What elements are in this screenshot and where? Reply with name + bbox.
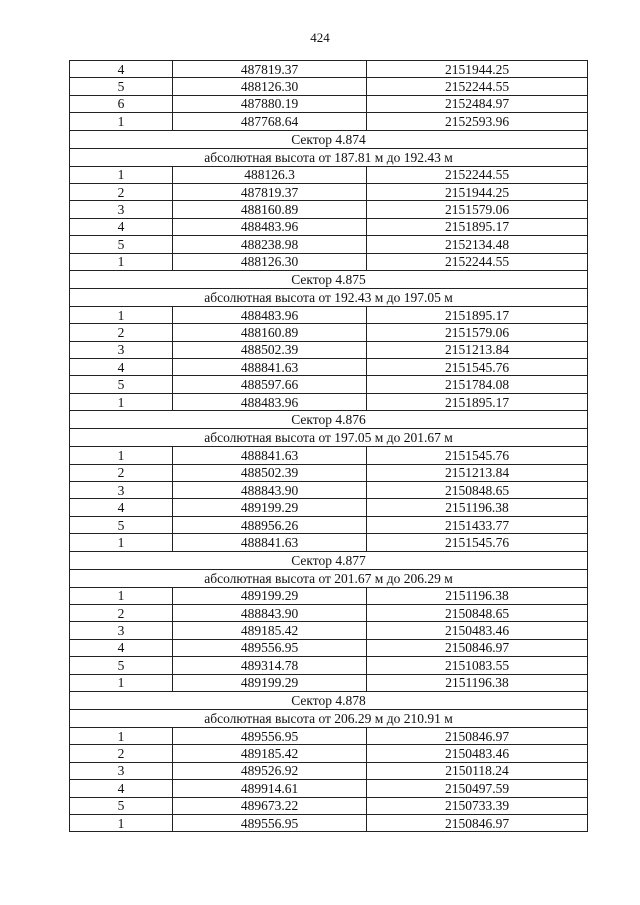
y-coordinate-cell: 2151213.84 <box>367 341 588 358</box>
table-row <box>70 341 588 358</box>
y-coordinate-cell: 2150118.24 <box>367 762 588 779</box>
x-coordinate-cell: 488502.39 <box>173 341 367 358</box>
table-row <box>70 236 588 253</box>
table-row <box>70 95 588 112</box>
sector-title: Сектор 4.877 <box>70 551 588 569</box>
point-number-cell: 1 <box>70 534 173 551</box>
table-row <box>70 464 588 481</box>
x-coordinate-cell: 489185.42 <box>173 745 367 762</box>
y-coordinate-cell: 2151545.76 <box>367 359 588 376</box>
table-row <box>70 499 588 516</box>
y-coordinate-cell: 2150848.65 <box>367 604 588 621</box>
y-coordinate-cell: 2151944.25 <box>367 183 588 200</box>
point-number-cell: 1 <box>70 447 173 464</box>
y-coordinate-cell: 2152244.55 <box>367 78 588 95</box>
y-coordinate-cell: 2151433.77 <box>367 516 588 533</box>
sector-title-row <box>70 551 588 569</box>
y-coordinate-cell: 2152244.55 <box>367 253 588 270</box>
x-coordinate-cell: 488841.63 <box>173 359 367 376</box>
table-row <box>70 201 588 218</box>
y-coordinate-cell: 2151196.38 <box>367 674 588 691</box>
x-coordinate-cell: 488843.90 <box>173 482 367 499</box>
sector-height-range: абсолютная высота от 187.81 м до 192.43 м <box>70 148 588 166</box>
point-number-cell: 3 <box>70 201 173 218</box>
table-row <box>70 639 588 656</box>
sector-title-row <box>70 691 588 709</box>
y-coordinate-cell: 2151545.76 <box>367 534 588 551</box>
point-number-cell: 6 <box>70 95 173 112</box>
x-coordinate-cell: 488841.63 <box>173 447 367 464</box>
table-row <box>70 780 588 797</box>
table-row <box>70 306 588 323</box>
table-row <box>70 166 588 183</box>
point-number-cell: 5 <box>70 236 173 253</box>
table-row <box>70 814 588 831</box>
x-coordinate-cell: 488843.90 <box>173 604 367 621</box>
y-coordinate-cell: 2151944.25 <box>367 61 588 78</box>
point-number-cell: 2 <box>70 604 173 621</box>
point-number-cell: 3 <box>70 622 173 639</box>
point-number-cell: 1 <box>70 166 173 183</box>
y-coordinate-cell: 2152134.48 <box>367 236 588 253</box>
x-coordinate-cell: 488483.96 <box>173 306 367 323</box>
sector-height-range: абсолютная высота от 201.67 м до 206.29 м <box>70 569 588 587</box>
point-number-cell: 1 <box>70 587 173 604</box>
table-row <box>70 183 588 200</box>
table-row <box>70 482 588 499</box>
sector-height-range-row <box>70 288 588 306</box>
sector-title: Сектор 4.874 <box>70 130 588 148</box>
table-row <box>70 393 588 410</box>
x-coordinate-cell: 489556.95 <box>173 639 367 656</box>
point-number-cell: 1 <box>70 727 173 744</box>
x-coordinate-cell: 489199.29 <box>173 674 367 691</box>
y-coordinate-cell: 2150848.65 <box>367 482 588 499</box>
table-row <box>70 745 588 762</box>
table-row <box>70 674 588 691</box>
sector-title-row <box>70 130 588 148</box>
x-coordinate-cell: 489526.92 <box>173 762 367 779</box>
sector-title: Сектор 4.876 <box>70 411 588 429</box>
y-coordinate-cell: 2150733.39 <box>367 797 588 814</box>
point-number-cell: 3 <box>70 762 173 779</box>
point-number-cell: 1 <box>70 814 173 831</box>
x-coordinate-cell: 488238.98 <box>173 236 367 253</box>
point-number-cell: 4 <box>70 780 173 797</box>
y-coordinate-cell: 2150846.97 <box>367 814 588 831</box>
table-row <box>70 359 588 376</box>
x-coordinate-cell: 489556.95 <box>173 727 367 744</box>
y-coordinate-cell: 2150497.59 <box>367 780 588 797</box>
y-coordinate-cell: 2151196.38 <box>367 499 588 516</box>
y-coordinate-cell: 2151579.06 <box>367 201 588 218</box>
x-coordinate-cell: 489914.61 <box>173 780 367 797</box>
point-number-cell: 1 <box>70 674 173 691</box>
y-coordinate-cell: 2151545.76 <box>367 447 588 464</box>
x-coordinate-cell: 488160.89 <box>173 201 367 218</box>
x-coordinate-cell: 488483.96 <box>173 393 367 410</box>
x-coordinate-cell: 488841.63 <box>173 534 367 551</box>
x-coordinate-cell: 488126.30 <box>173 253 367 270</box>
point-number-cell: 3 <box>70 482 173 499</box>
table-row <box>70 61 588 78</box>
sector-title-row <box>70 411 588 429</box>
table-row <box>70 762 588 779</box>
y-coordinate-cell: 2151083.55 <box>367 657 588 674</box>
point-number-cell: 1 <box>70 306 173 323</box>
point-number-cell: 1 <box>70 393 173 410</box>
sector-height-range-row <box>70 709 588 727</box>
table-row <box>70 657 588 674</box>
point-number-cell: 1 <box>70 253 173 270</box>
x-coordinate-cell: 488483.96 <box>173 218 367 235</box>
y-coordinate-cell: 2152593.96 <box>367 113 588 130</box>
x-coordinate-cell: 487819.37 <box>173 61 367 78</box>
point-number-cell: 4 <box>70 218 173 235</box>
sector-height-range-row <box>70 429 588 447</box>
point-number-cell: 2 <box>70 745 173 762</box>
point-number-cell: 2 <box>70 464 173 481</box>
point-number-cell: 4 <box>70 61 173 78</box>
point-number-cell: 3 <box>70 341 173 358</box>
table-row <box>70 727 588 744</box>
x-coordinate-cell: 489673.22 <box>173 797 367 814</box>
point-number-cell: 1 <box>70 113 173 130</box>
table-row <box>70 587 588 604</box>
table-row <box>70 447 588 464</box>
x-coordinate-cell: 488126.3 <box>173 166 367 183</box>
y-coordinate-cell: 2151196.38 <box>367 587 588 604</box>
y-coordinate-cell: 2151895.17 <box>367 393 588 410</box>
x-coordinate-cell: 487819.37 <box>173 183 367 200</box>
x-coordinate-cell: 489185.42 <box>173 622 367 639</box>
point-number-cell: 4 <box>70 499 173 516</box>
x-coordinate-cell: 488502.39 <box>173 464 367 481</box>
point-number-cell: 5 <box>70 797 173 814</box>
y-coordinate-cell: 2151895.17 <box>367 218 588 235</box>
x-coordinate-cell: 488597.66 <box>173 376 367 393</box>
y-coordinate-cell: 2150483.46 <box>367 622 588 639</box>
x-coordinate-cell: 487880.19 <box>173 95 367 112</box>
sector-height-range-row <box>70 569 588 587</box>
table-row <box>70 604 588 621</box>
x-coordinate-cell: 489556.95 <box>173 814 367 831</box>
sector-height-range: абсолютная высота от 197.05 м до 201.67 м <box>70 429 588 447</box>
x-coordinate-cell: 489199.29 <box>173 587 367 604</box>
y-coordinate-cell: 2152484.97 <box>367 95 588 112</box>
point-number-cell: 4 <box>70 359 173 376</box>
sector-title: Сектор 4.875 <box>70 270 588 288</box>
x-coordinate-cell: 488956.26 <box>173 516 367 533</box>
point-number-cell: 2 <box>70 324 173 341</box>
table-row <box>70 113 588 130</box>
point-number-cell: 5 <box>70 78 173 95</box>
point-number-cell: 2 <box>70 183 173 200</box>
table-row <box>70 78 588 95</box>
point-number-cell: 5 <box>70 376 173 393</box>
y-coordinate-cell: 2150846.97 <box>367 727 588 744</box>
coordinates-table <box>69 60 588 832</box>
coordinates-table-body <box>70 61 588 832</box>
y-coordinate-cell: 2152244.55 <box>367 166 588 183</box>
sector-height-range-row <box>70 148 588 166</box>
sector-title-row <box>70 270 588 288</box>
point-number-cell: 4 <box>70 639 173 656</box>
table-row <box>70 324 588 341</box>
y-coordinate-cell: 2150483.46 <box>367 745 588 762</box>
sector-title: Сектор 4.878 <box>70 691 588 709</box>
x-coordinate-cell: 488126.30 <box>173 78 367 95</box>
x-coordinate-cell: 489314.78 <box>173 657 367 674</box>
page-number: 424 <box>310 30 330 45</box>
point-number-cell: 5 <box>70 657 173 674</box>
x-coordinate-cell: 487768.64 <box>173 113 367 130</box>
x-coordinate-cell: 489199.29 <box>173 499 367 516</box>
table-row <box>70 534 588 551</box>
sector-height-range: абсолютная высота от 192.43 м до 197.05 м <box>70 288 588 306</box>
table-row <box>70 376 588 393</box>
table-row <box>70 797 588 814</box>
y-coordinate-cell: 2151895.17 <box>367 306 588 323</box>
x-coordinate-cell: 488160.89 <box>173 324 367 341</box>
table-row <box>70 516 588 533</box>
sector-height-range: абсолютная высота от 206.29 м до 210.91 м <box>70 709 588 727</box>
y-coordinate-cell: 2151213.84 <box>367 464 588 481</box>
y-coordinate-cell: 2151579.06 <box>367 324 588 341</box>
table-row <box>70 622 588 639</box>
point-number-cell: 5 <box>70 516 173 533</box>
table-row <box>70 218 588 235</box>
y-coordinate-cell: 2151784.08 <box>367 376 588 393</box>
table-row <box>70 253 588 270</box>
y-coordinate-cell: 2150846.97 <box>367 639 588 656</box>
